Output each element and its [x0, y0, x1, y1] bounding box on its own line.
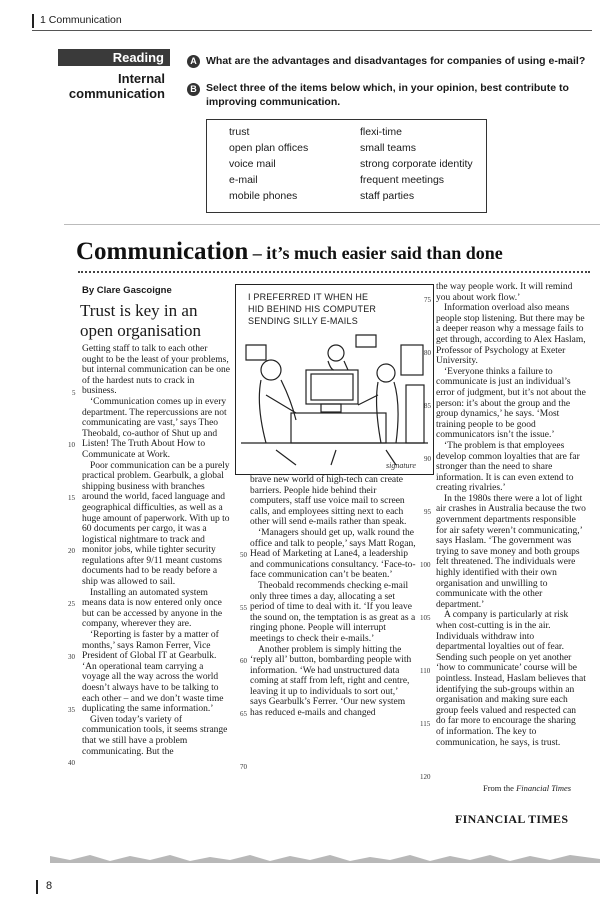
question-b-badge: B	[187, 83, 200, 96]
line-number: 120	[420, 773, 431, 781]
section-title	[58, 71, 165, 101]
cartoon-caption-line2: HID BEHIND HIS COMPUTER	[248, 304, 377, 314]
header-rule	[32, 14, 34, 28]
headline-rest: – it’s much easier said than done	[248, 243, 503, 263]
paragraph: Given today’s variety of communication tools, it seems strange that we still have a problem communicating. But the	[82, 714, 228, 757]
line-number: 20	[68, 547, 75, 555]
byline: By Clare Gascoigne	[82, 285, 172, 296]
word-item: mobile phones	[229, 190, 298, 202]
question-a-badge: A	[187, 55, 200, 68]
running-header	[32, 12, 592, 31]
question-b-text	[206, 81, 569, 109]
line-number: 25	[68, 600, 75, 608]
line-number: 55	[240, 604, 247, 612]
line-number: 30	[68, 653, 75, 661]
paragraph: A company is particularly at risk when cost-cutting is in the air. Individuals withdraw into departmental loyalties out of fear. Sending such people on yet another ‘how to communicate’ course will be pointless. Instead, Haslam believes that identifying the sub-groups within an organisation and making sure each group feels valued and respected can do far more to encourage the sharing of information. The key to communication, he says, is trust.	[436, 610, 586, 748]
article-column-1	[82, 344, 230, 757]
line-number: 35	[68, 706, 75, 714]
line-number: 65	[240, 710, 247, 718]
paragraph: ‘Communication comes up in every department. The repercussions are not communicating are vast,’ says Theo Theobald, co-author of Shut up and Listen! The Truth About How to Communicate at Work.	[82, 396, 227, 460]
headline-main: Communication	[76, 238, 249, 265]
line-number: 15	[68, 494, 75, 502]
line-number: 105	[420, 614, 431, 622]
line-number: 75	[424, 296, 431, 304]
question-b-line2: improving communication.	[206, 96, 341, 108]
word-item: voice mail	[229, 158, 276, 170]
subhead-line2: open organisation	[80, 321, 202, 340]
line-number: 100	[420, 561, 431, 569]
paragraph: the way people work. It will remind you about work flow.’	[436, 282, 573, 303]
word-item: small teams	[360, 142, 417, 154]
paragraph: ‘Everyone thinks a failure to communicate is just an individual’s error of judgment, but it’s not about the person: it’s about the group and the group dynamics,’ he says. ‘Most training people to be good communicators isn’t the issue.’	[436, 366, 586, 441]
article-headline	[76, 238, 503, 266]
line-number: 40	[68, 759, 75, 767]
page-number-rule	[36, 880, 38, 894]
line-number: 50	[240, 551, 247, 559]
paragraph: ‘The problem is that employees develop common loyalties that are far stronger than the need to share information. It is can even extend to creating rivalries.’	[436, 440, 580, 494]
paragraph: Information overload also means people stop listening. But there may be a deeper reason why a message fails to get through, according to Alex Haslam, Professor of Psychology at Exeter University.	[436, 303, 586, 367]
unit-number: 1	[40, 14, 46, 26]
cartoon-drawing	[236, 325, 433, 475]
subhead-line1: Trust is key in an	[80, 301, 198, 320]
unit-title: Communication	[48, 14, 122, 26]
word-item: flexi-time	[360, 126, 403, 138]
publication-name: FINANCIAL TIMES	[455, 812, 569, 826]
page-number-value: 8	[46, 880, 53, 892]
source-prefix: From the	[483, 783, 517, 793]
question-a-text: What are the advantages and disadvantages for companies of using e-mail?	[206, 55, 586, 67]
article-source	[483, 783, 571, 793]
article-column-3	[436, 282, 586, 748]
source-name: Financial Times	[516, 783, 572, 793]
word-item: open plan offices	[229, 142, 309, 154]
headline-dotted-rule	[78, 271, 590, 273]
line-number: 110	[420, 667, 431, 675]
paragraph: Another problem is simply hitting the ‘reply all’ button, bombarding people with information. ‘We had unstructured data coming at staff from left, right and centre, leaving it up to individuals to sort out,’ says Gearbulk’s Ferrer. ‘Our new system has reduced e-mails and changed	[250, 644, 412, 719]
line-number: 90	[424, 455, 431, 463]
paragraph: ‘Reporting is faster by a matter of months,’ says Ramon Ferrer, Vice President of Global IT at Gearbulk. ‘An operational team carrying a voyage all the way across the world doesn’t always have to be talking to each other – and we don’t waste time duplicating the same information.’	[82, 630, 224, 715]
section-title-line2: communication	[68, 86, 165, 101]
line-number: 95	[424, 508, 431, 516]
word-item: e-mail	[229, 174, 258, 186]
svg-text:signature: signature	[386, 461, 416, 470]
line-number: 85	[424, 402, 431, 410]
cartoon-caption-line1: I PREFERRED IT WHEN HE	[248, 292, 369, 302]
line-number: 60	[240, 657, 247, 665]
cartoon-caption	[248, 291, 376, 327]
line-number: 5	[72, 389, 76, 397]
paragraph: brave new world of high-tech can create barriers. People hide behind their computers, staff use voice mail to screen calls, and employees sitting next to each other will send e-mails rather than speak.	[250, 475, 407, 528]
line-number: 70	[240, 763, 247, 771]
word-item: staff parties	[360, 190, 415, 202]
cartoon-illustration	[235, 284, 434, 475]
paragraph: Installing an automated system means data is now entered only once but can be accessed by anyone in the company, wherever they are.	[82, 587, 223, 630]
article-subhead	[80, 301, 201, 341]
paragraph: Getting staff to talk to each other ought to be the least of your problems, but internal communication can be one of the hardest nuts to crack in business.	[82, 344, 230, 397]
section-label: Reading	[58, 49, 170, 66]
section-title-line1: Internal	[118, 71, 165, 86]
word-item: trust	[229, 126, 250, 138]
line-number: 115	[420, 720, 431, 728]
line-number: 80	[424, 349, 431, 357]
word-item: frequent meetings	[360, 174, 445, 186]
paragraph: Theobald recommends checking e-mail only three times a day, allocating a set period of time to deal with it. ‘If you leave the sound on, the temptation is as great as a ringing phone. People will interrupt meetings to check their e-mails.’	[250, 580, 416, 644]
unit-heading	[40, 14, 122, 26]
word-box	[206, 119, 487, 213]
question-b-line1: Select three of the items below which, in your opinion, best contribute to	[206, 82, 569, 94]
word-item: strong corporate identity	[360, 158, 473, 170]
paragraph: ‘Managers should get up, walk round the office and talk to people,’ says Matt Rogan, Head of Marketing at Lane4, a leadership and communications consultancy. ‘Face-to-face communication can’t be beaten.’	[250, 527, 416, 581]
torn-edge	[50, 852, 600, 866]
article-column-2	[250, 475, 416, 719]
line-number: 10	[68, 441, 75, 449]
cartoon-caption-line3: SENDING SILLY E-MAILS	[248, 316, 358, 326]
paragraph: In the 1980s there were a lot of light air crashes in Australia because the two government departments responsible for air safety weren’t communicating,’ says Haslam. ‘The government was trying to save money and both groups felt threatened. The individuals were highly identified with their own organisation and unwilling to communicate with the other department.’	[436, 493, 586, 610]
paragraph: Poor communication can be a purely practical problem. Gearbulk, a global shipping business with branches around the world, faced language and geographical difficulties, as well as a huge amount of paperwork. With up to 60 documents per cargo, it was a logistical nightmare to track and monitor jobs, while tighter security regulations after 9/11 meant customs documents had to be ready before a ship was allowed to sail.	[82, 460, 230, 588]
